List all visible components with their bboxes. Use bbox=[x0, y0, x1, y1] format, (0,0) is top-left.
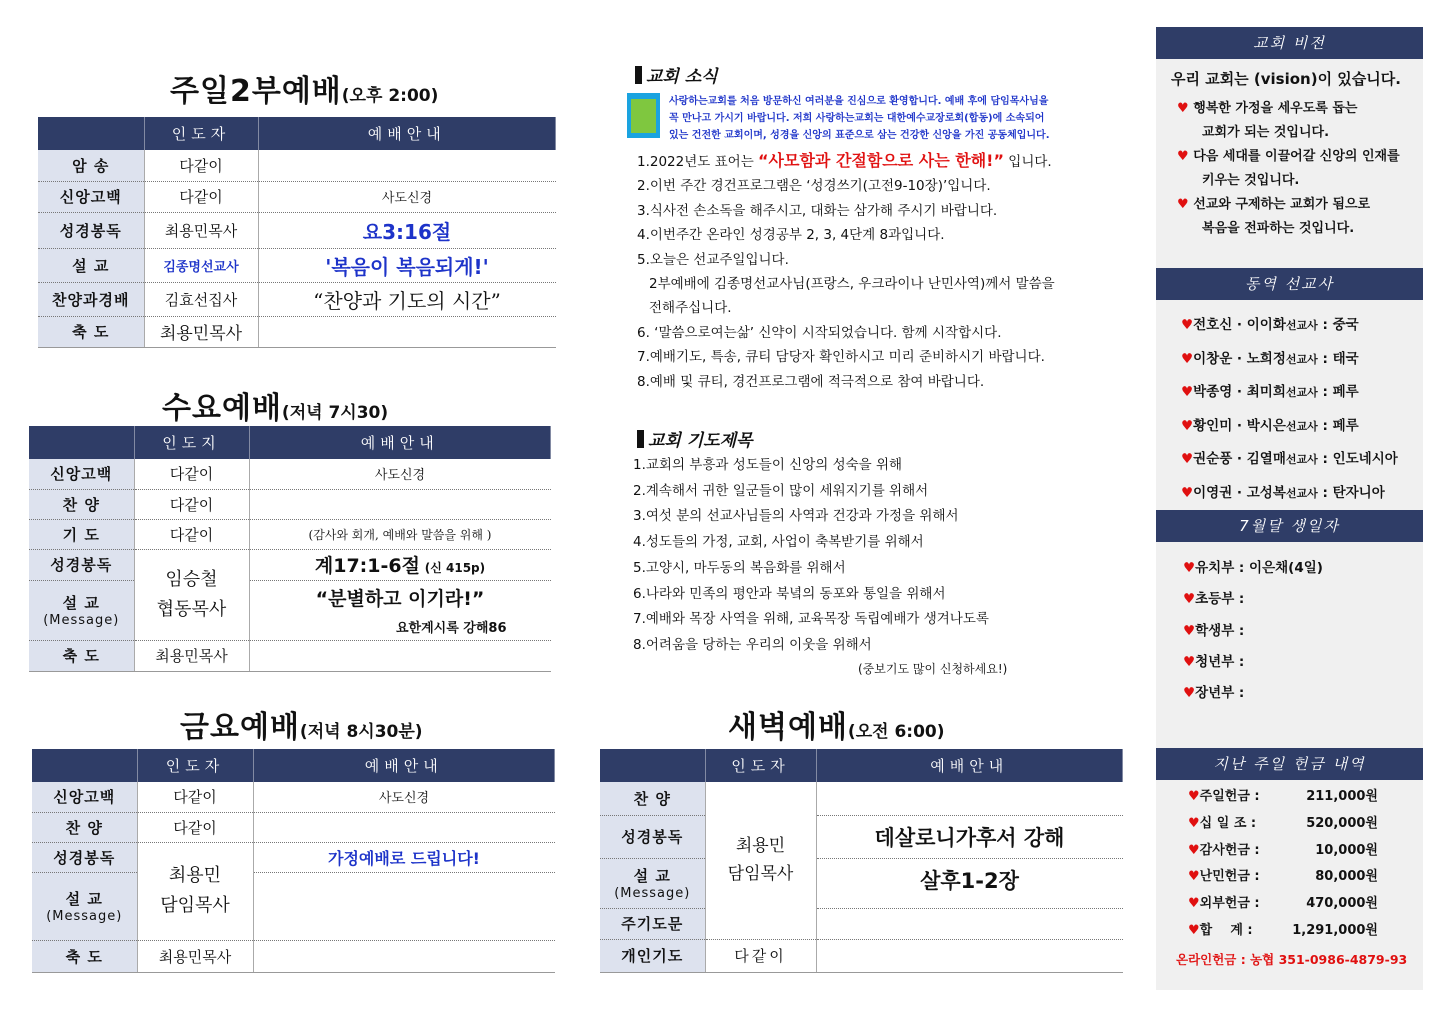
friday-table bbox=[32, 749, 555, 973]
heart-icon: ♥ bbox=[1181, 317, 1194, 333]
missionary-list bbox=[1181, 309, 1398, 510]
list-item: 5.오늘은 선교주일입니다. bbox=[637, 251, 789, 268]
table-row: 신앙고백 다같이 사도신경 bbox=[29, 459, 551, 489]
heart-icon: ♥ bbox=[1188, 789, 1200, 804]
sunday-title: 주일2부예배(오후 2:00) bbox=[170, 74, 439, 109]
vision-intro: 우리 교회는 (vision)이 있습니다. bbox=[1171, 70, 1401, 88]
table-row: 설 교 (Message) bbox=[32, 872, 555, 940]
list-item: 8.어려움을 당하는 우리의 이웃을 위해서 bbox=[633, 636, 872, 653]
list-item: ♥장년부 : bbox=[1183, 685, 1245, 702]
prayer-heading: 교회 기도제목 bbox=[637, 426, 752, 451]
heart-icon: ♥ bbox=[1177, 149, 1189, 164]
heart-icon: ♥ bbox=[1183, 685, 1196, 702]
table-row: 축 도 최용민목사 bbox=[29, 640, 551, 671]
heart-icon: ♥ bbox=[1188, 815, 1200, 831]
heart-icon: ♥ bbox=[1183, 653, 1196, 670]
list-item: ♥황인미 · 박시은선교사 : 페루 bbox=[1181, 417, 1359, 434]
vision-title: 교회 비전 bbox=[1156, 27, 1423, 59]
list-item: 2부예배에 김종명선교사님(프랑스, 우크라이나 난민사역)께서 말씀을 bbox=[649, 276, 1055, 293]
heart-icon: ♥ bbox=[1181, 484, 1194, 501]
table-row: 설 교 김종명선교사 '복음이 복음되게!' bbox=[38, 248, 556, 282]
table-row: 찬 양 다같이 bbox=[29, 489, 551, 519]
list-item: 4.성도들의 가정, 교회, 사업이 축복받기를 위해서 bbox=[633, 534, 924, 551]
heart-icon: ♥ bbox=[1188, 896, 1200, 912]
list-item: 2.계속해서 귀한 일군들이 많이 세워지기를 위해서 bbox=[633, 482, 929, 499]
list-item: 8.예배 및 큐티, 경건프로그램에 적극적으로 참여 바랍니다. bbox=[637, 373, 985, 390]
table-row: 찬 양 다같이 bbox=[32, 812, 555, 842]
list-item: ♥ 선교와 구제하는 교회가 됨으로 bbox=[1177, 197, 1371, 212]
heart-icon: ♥ bbox=[1177, 101, 1189, 116]
heart-icon: ♥ bbox=[1181, 350, 1194, 367]
list-item: 3.여섯 분의 선교사님들의 사역과 건강과 가정을 위해서 bbox=[633, 508, 959, 525]
list-item: ♥청년부 : bbox=[1183, 653, 1245, 670]
list-item: ♥합 계 : 1,291,000원 bbox=[1188, 922, 1378, 938]
dawn-table bbox=[600, 749, 1123, 973]
list-item: ♥전호신 · 이이화선교사 : 중국 bbox=[1181, 317, 1359, 333]
heart-icon: ♥ bbox=[1188, 922, 1200, 938]
merged-leader-cell: 임승철 협동목사 bbox=[134, 549, 249, 640]
list-item: ♥초등부 : bbox=[1183, 591, 1245, 608]
prayer-note: (중보기도 많이 신청하세요!) bbox=[858, 662, 1008, 676]
table-row: 성경봉독 데살로니가후서 강해 bbox=[600, 815, 1123, 858]
table-row: 신앙고백 다같이 사도신경 bbox=[32, 782, 555, 812]
list-item: ♥주일헌금 : 211,000원 bbox=[1188, 789, 1378, 804]
friday-title: 금요예배(저녁 8시30분) bbox=[180, 710, 423, 745]
dawn-title: 새벽예배(오전 6:00) bbox=[728, 710, 945, 745]
list-item: 전해주십니다. bbox=[649, 300, 732, 317]
list-item: ♥십 일 조 : 520,000원 bbox=[1188, 815, 1378, 831]
news-list bbox=[637, 149, 1055, 394]
heart-icon: ♥ bbox=[1181, 451, 1194, 467]
cross-icon bbox=[627, 93, 660, 138]
list-item: 5.고양시, 마두동의 복음화를 위해서 bbox=[633, 559, 846, 576]
table-row: 기 도 다같이 (감사와 회개, 예배와 말씀을 위해 ) bbox=[29, 519, 551, 549]
birthday-title: 7월달 생일자 bbox=[1156, 510, 1423, 542]
list-item: 2.이번 주간 경건프로그램은 ‘성경쓰기(고전9-10장)’입니다. bbox=[637, 178, 991, 195]
heart-icon: ♥ bbox=[1183, 560, 1196, 576]
heart-icon: ♥ bbox=[1188, 842, 1200, 858]
table-row: 성경봉독 최용민목사 요3:16절 bbox=[38, 212, 556, 248]
table-header: 인도자 예배안내 bbox=[600, 749, 1123, 782]
table-row: 찬 양 최용민 담임목사 bbox=[600, 782, 1123, 815]
list-item: ♥유치부 : 이은채(4일) bbox=[1183, 560, 1323, 576]
news-motto: 1.2022년도 표어는 “사모함과 간절함으로 사는 한해!” 입니다. bbox=[637, 151, 1052, 170]
list-item: 3.식사전 손소독을 해주시고, 대화는 삼가해 주시기 바랍니다. bbox=[637, 202, 998, 219]
list-item: ♥ 행복한 가정을 세우도록 돕는 bbox=[1177, 101, 1358, 116]
wednesday-title: 수요예배(저녁 7시30) bbox=[162, 391, 389, 426]
list-item: 1.교회의 부흥과 성도들이 신앙의 성숙을 위해 bbox=[633, 457, 903, 473]
list-item: 7.예배기도, 특송, 큐티 담당자 확인하시고 미리 준비하시기 바랍니다. bbox=[637, 349, 1045, 366]
list-item: ♥학생부 : bbox=[1183, 622, 1245, 639]
list-item: ♥난민헌금 : 80,000원 bbox=[1188, 869, 1378, 885]
sunday-table bbox=[38, 117, 556, 348]
prayer-list bbox=[633, 453, 989, 659]
table-row: 개인기도 다같이 bbox=[600, 939, 1123, 972]
welcome-text: 사랑하는교회를 처음 방문하신 여러분을 진심으로 환영합니다. 예배 후에 담임목사님을 꼭 만나고 가시기 바랍니다. 저희 사랑하는교회는 대한예수교장로회(합동)에 소속되어 있는 건전한 교회이며, 성경을 신앙의 표준으로 삼는 건강한 신앙을 가진 공동체입니다. bbox=[669, 96, 1050, 141]
list-item: ♥박종영 · 최미희선교사 : 페루 bbox=[1181, 384, 1359, 400]
table-header: 인도지 예배안내 bbox=[29, 426, 551, 459]
list-item: ♥감사헌금 : 10,000원 bbox=[1188, 842, 1378, 858]
heart-icon: ♥ bbox=[1183, 622, 1196, 639]
list-item: 4.이번주간 온라인 성경공부 2, 3, 4단계 8과입니다. bbox=[637, 227, 945, 244]
table-row: 신앙고백 다같이 사도신경 bbox=[38, 181, 556, 212]
news-heading: 교회 소식 bbox=[635, 62, 718, 87]
heart-icon: ♥ bbox=[1181, 384, 1194, 400]
list-item: ♥이영권 · 고성복선교사 : 탄자니아 bbox=[1181, 484, 1385, 501]
table-row: 주기도문 bbox=[600, 908, 1123, 939]
table-row: 설 교 (Message) 살후1-2장 bbox=[600, 858, 1123, 908]
list-item: ♥ 다음 세대를 이끌어갈 신앙의 인재를 bbox=[1177, 149, 1400, 164]
list-item: ♥외부헌금 : 470,000원 bbox=[1188, 896, 1378, 912]
heart-icon: ♥ bbox=[1188, 869, 1200, 885]
table-row: 찬양과경배 김효선집사 “찬양과 기도의 시간” bbox=[38, 282, 556, 316]
list-item: ♥권순풍 · 김열매선교사 : 인도네시아 bbox=[1181, 451, 1398, 467]
heart-icon: ♥ bbox=[1177, 197, 1189, 212]
heart-icon: ♥ bbox=[1183, 591, 1196, 608]
offering-list bbox=[1188, 784, 1378, 945]
vision-list: ♥ 행복한 가정을 세우도록 돕는 교회가 되는 것입니다. ♥ 다음 세대를 이끌어갈 신앙의 인재를 키우는 것입니다. ♥ 선교와 구제하는 교회가 됨으로 복음을 전파하는 것입니다. bbox=[1177, 97, 1400, 241]
table-row: 성경봉독 최용민 담임목사 가정예배로 드립니다! bbox=[32, 842, 555, 872]
birthday-list bbox=[1183, 553, 1323, 709]
heart-icon: ♥ bbox=[1181, 417, 1194, 434]
list-item: 6. ‘말씀으로여는삶’ 신약이 시작되었습니다. 함께 시작합시다. bbox=[637, 324, 1002, 341]
table-row: 성경봉독 임승철 협동목사 계17:1-6절 (신 415p) bbox=[29, 549, 551, 580]
table-header: 인도자 예배안내 bbox=[38, 117, 556, 150]
table-row: 설 교 (Message) “분별하고 이기라!” 요한계시록 강해86 bbox=[29, 580, 551, 640]
merged-leader-cell: 최용민 담임목사 bbox=[705, 782, 816, 939]
list-item: ♥이창운 · 노희정선교사 : 태국 bbox=[1181, 350, 1359, 367]
online-offering: 온라인헌금 : 농협 351-0986-4879-93 bbox=[1176, 952, 1408, 967]
table-row: 암 송 다같이 bbox=[38, 150, 556, 181]
table-row: 축 도 최용민목사 bbox=[38, 316, 556, 347]
missionary-title: 동역 선교사 bbox=[1156, 268, 1423, 300]
table-row: 축 도 최용민목사 bbox=[32, 940, 555, 972]
merged-leader-cell: 최용민 담임목사 bbox=[137, 842, 253, 940]
list-item: 7.예배와 목장 사역을 위해, 교육목장 독립예배가 생겨나도록 bbox=[633, 611, 989, 628]
offering-title: 지난 주일 헌금 내역 bbox=[1156, 748, 1423, 780]
table-header: 인도자 예배안내 bbox=[32, 749, 555, 782]
list-item: 6.나라와 민족의 평안과 북녘의 동포와 통일을 위해서 bbox=[633, 585, 946, 602]
wednesday-table bbox=[29, 426, 551, 672]
